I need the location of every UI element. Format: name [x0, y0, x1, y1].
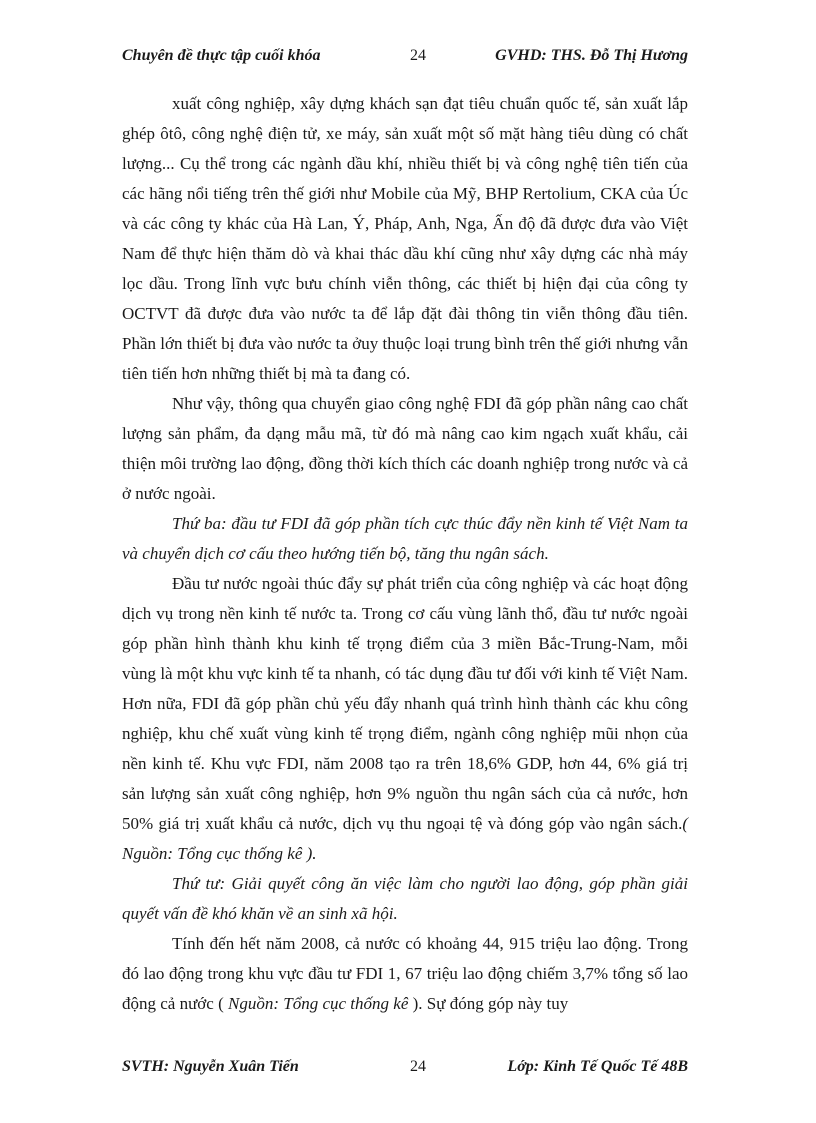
header-page-number: 24	[410, 47, 426, 64]
paragraph-4-text: Đầu tư nước ngoài thúc đẩy sự phát triển của công nghiệp và các hoạt động dịch vụ trong nền kinh tế nước ta. Trong cơ cấu vùng lãnh thổ, đầu tư nước ngoài góp phần hình thành khu kinh tế trọng điểm của 3 miền Bắc-Trung-Nam, mỗi vùng là một khu vực kinh tế ta nhanh, có tác dụng đầu tư đối với kinh tế Việt Nam. Hơn nữa, FDI đã góp phần chủ yếu đẩy nhanh quá trình hình thành các khu công nghiệp, khu chế xuất vùng kinh tế trọng điểm, ngành công nghiệp mũi nhọn của nền kinh tế. Khu vực FDI, năm 2008 tạo ra trên 18,6% GDP, hơn 44, 6% giá trị sản lượng sản xuất công nghiệp, hơn 9% nguồn thu ngân sách của cả nước, hơn 50% giá trị xuất khẩu cả nước, dịch vụ thu ngoại tệ và đóng góp vào ngân sách.	[122, 574, 688, 833]
source-citation-2: Nguồn: Tổng cục thống kê	[228, 994, 409, 1013]
header-title: Chuyên đề thực tập cuối khóa	[122, 47, 321, 64]
paragraph-6-text: Tính đến hết năm 2008, cả nước có khoảng 44, 915 triệu lao động. Trong đó lao động trong khu vực đầu tư FDI 1, 67 triệu lao động chiếm 3,7% tổng số lao động cả nước (	[122, 934, 688, 1013]
document-body	[122, 89, 688, 1019]
paragraph-employment	[122, 929, 688, 1019]
paragraph-5-text: Thứ tư: Giải quyết công ăn việc làm cho người lao động, góp phần giải quyết vấn đề khó khăn về an sinh xã hội.	[122, 874, 688, 923]
page-footer	[122, 1058, 688, 1082]
paragraph-2-text: Như vậy, thông qua chuyển giao công nghệ FDI đã góp phần nâng cao chất lượng sản phẩm, đa dạng mẫu mã, từ đó mà nâng cao kim ngạch xuất khẩu, cải thiện môi trường lao động, đồng thời kích thích các doanh nghiệp trong nước và cả ở nước ngoài.	[122, 394, 688, 503]
heading-fourth-point	[122, 869, 688, 929]
footer-student: SVTH: Nguyễn Xuân Tiến	[122, 1058, 299, 1075]
source-citation: ( Nguồn: Tổng cục thống kê ).	[122, 814, 688, 863]
paragraph-3-text: Thứ ba: đầu tư FDI đã góp phần tích cực thúc đẩy nền kinh tế Việt Nam ta và chuyển dịch cơ cấu theo hướng tiến bộ, tăng thu ngân sách.	[122, 514, 688, 563]
paragraph-technology-transfer	[122, 89, 688, 389]
header-advisor: GVHD: THS. Đỗ Thị Hương	[495, 47, 688, 64]
heading-third-point	[122, 509, 688, 569]
paragraph-summary	[122, 389, 688, 509]
paragraph-1-text: xuất công nghiệp, xây dựng khách sạn đạt tiêu chuẩn quốc tế, sản xuất lắp ghép ôtô, công nghệ điện tử, xe máy, sản xuất một số mặt hàng tiêu dùng có chất lượng... Cụ thể trong các ngành dầu khí, nhiều thiết bị và công nghệ tiên tiến của các hãng nổi tiếng trên thế giới như Mobile của Mỹ, BHP Rertolium, CKA của Úc và các công ty khác của Hà Lan, Ý, Pháp, Anh, Nga, Ấn độ đã được đưa vào Việt Nam để thực hiện thăm dò và khai thác dầu khí cũng như xây dựng các nhà máy lọc dầu. Trong lĩnh vực bưu chính viễn thông, các thiết bị hiện đại của công ty OCTVT đã được đưa vào nước ta để lắp đặt đài thông tin viễn thông đầu tiên. Phần lớn thiết bị đưa vào nước ta ởuy thuộc loại trung bình trên thế giới nhưng vẫn tiên tiến hơn những thiết bị mà ta đang có.	[122, 94, 688, 383]
page-header	[122, 47, 688, 71]
paragraph-economic-growth	[122, 569, 688, 869]
footer-class: Lớp: Kinh Tế Quốc Tế 48B	[507, 1058, 688, 1075]
footer-page-number: 24	[410, 1058, 426, 1075]
paragraph-6-tail: ). Sự đóng góp này tuy	[412, 994, 569, 1013]
